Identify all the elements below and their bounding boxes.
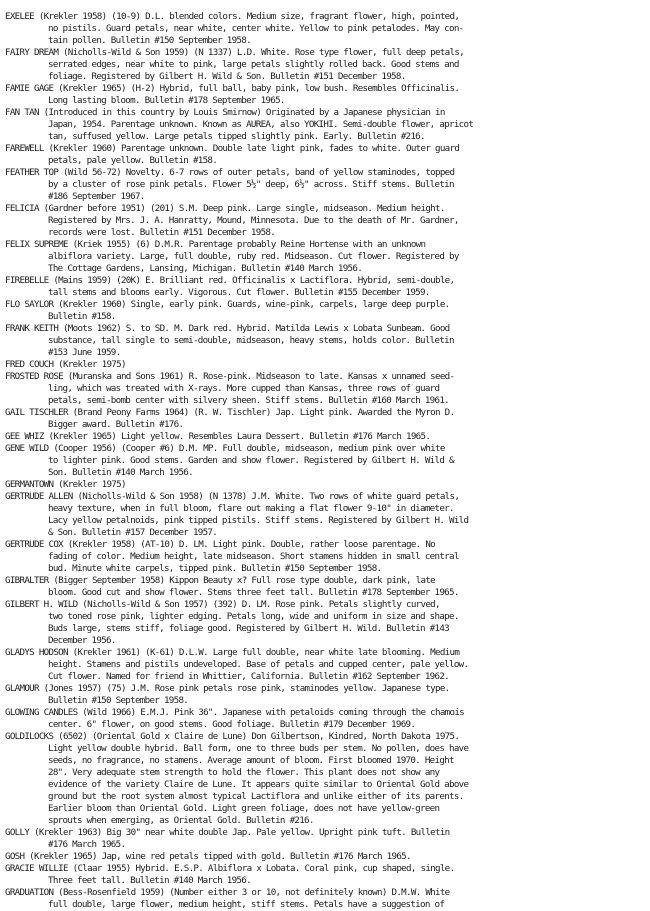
entry-continuation-line: & Son. Bulletin #157 December 1957. bbox=[48, 527, 218, 538]
entry-continuation-line: bloom. Good cut and show flower. Stems three feet tall. Bulletin #178 September 1965. bbox=[48, 587, 459, 598]
entry-heading-line: FRANK KEITH (Moots 1962) S. to SD. M. Dark red. Hybrid. Matilda Lewis x Lobata Sunbeam. Good bbox=[5, 323, 450, 334]
entry-continuation-line: Lacy yellow petalnoids, pink tipped pistils. Stiff stems. Registered by Gilbert H. Wild bbox=[48, 515, 469, 526]
entry-continuation-line: seeds, no fragrance, no stamens. Average amount of bloom. First bloomed 1970. Height bbox=[48, 755, 454, 766]
entry-continuation-line: petals, pale yellow. Bulletin #158. bbox=[48, 155, 218, 166]
entry-heading-line: GENE WILD (Cooper 1956) (Cooper #6) D.M. MP. Full double, midseason, medium pink over white bbox=[5, 443, 445, 454]
entry-heading-line: FAN TAN (Introduced in this country by Louis Smirnow) Originated by a Japanese physician in bbox=[5, 107, 445, 118]
entry-continuation-line: #186 September 1967. bbox=[48, 191, 145, 202]
entry-continuation-line: sprouts when emerging, as Oriental Gold. Bulletin #216. bbox=[48, 815, 314, 826]
entry-heading-line: GOSH (Krekler 1965) Jap, wine red petals tipped with gold. Bulletin #176 March 1965. bbox=[5, 851, 411, 862]
entry-heading-line: FAIRY DREAM (Nicholls-Wild & Son 1959) (N 1337) L.D. White. Rose type flower, full deep petals, bbox=[5, 47, 464, 58]
entry-continuation-line: Long lasting bloom. Bulletin #178 September 1965. bbox=[48, 95, 285, 106]
entry-heading-line: GEE WHIZ (Krekler 1965) Light yellow. Resembles Laura Dessert. Bulletin #176 March 1965. bbox=[5, 431, 431, 442]
entry-continuation-line: no pistils. Guard petals, near white, center white. Yellow to pink petalodes. May con- bbox=[48, 23, 464, 34]
entry-continuation-line: Light yellow double hybrid. Ball form, one to three buds per stem. No pollen, does have bbox=[48, 743, 469, 754]
entry-heading-line: GRADUATION (Bess-Rosenfield 1959) (Number either 3 or 10, not definitely known) D.M.W. White bbox=[5, 887, 450, 898]
entry-continuation-line: fading of color. Medium height, late midseason. Short stamens hidden in small central bbox=[48, 551, 459, 562]
entry-continuation-line: tan, suffused yellow. Large petals tipped slightly pink. Early. Bulletin #216. bbox=[48, 131, 425, 142]
entry-continuation-line: two toned rose pink, lighter edging. Petals long, wide and uniform in size and shape. bbox=[48, 611, 459, 622]
entry-continuation-line: full double, large flower, medium height, stiff stems. Petals have a suggestion of bbox=[48, 899, 445, 910]
entry-continuation-line: substance, tall single to semi-double, midseason, heavy stems, holds color. Bulletin bbox=[48, 335, 454, 346]
entry-continuation-line: Cut flower. Named for friend in Whittier, California. Bulletin #162 September 1962. bbox=[48, 671, 450, 682]
entry-continuation-line: serrated edges, near white to pink, large petals slightly rolled back. Good stems and bbox=[48, 59, 459, 70]
entry-heading-line: GOLLY (Krekler 1963) Big 30" near white double Jap. Pale yellow. Upright pink tuft. Bulletin bbox=[5, 827, 450, 838]
entry-heading-line: FELICIA (Gardner before 1951) (201) S.M. Deep pink. Large single, midseason. Medium height. bbox=[5, 203, 445, 214]
entry-heading-line: FEATHER TOP (Wild 56-72) Novelty. 6-7 rows of outer petals, band of yellow staminodes, topped bbox=[5, 167, 455, 178]
entry-continuation-line: Buds large, stems stiff, foliage good. Registered by Gilbert H. Wild. Bulletin #143 bbox=[48, 623, 450, 634]
entry-continuation-line: Japan, 1954. Parentage unknown. Known as AUREA, also YOKIHI. Semi-double flower, apricot bbox=[48, 119, 474, 130]
entry-continuation-line: heavy texture, when in full bloom, flare out making a flat flower 9-10" in diameter. bbox=[48, 503, 454, 514]
entry-continuation-line: petals, semi-bomb center with silvery sheen. Stiff stems. Bulletin #160 March 1961. bbox=[48, 395, 450, 406]
entry-heading-line: GOLDILOCKS (6502) (Oriental Gold x Claire de Lune) Don Gilbertson, Kindred, North Dakota 1975. bbox=[5, 731, 460, 742]
entry-continuation-line: Bulletin #150 September 1958. bbox=[48, 695, 189, 706]
entry-continuation-line: foliage. Registered by Gilbert H. Wild & Son. Bulletin #151 December 1958. bbox=[48, 71, 406, 82]
entry-heading-line: FAREWELL (Krekler 1960) Parentage unknown. Double late light pink, fades to white. Outer guard bbox=[5, 143, 460, 154]
entry-heading-line: GRACIE WILLIE (Claar 1955) Hybrid. E.S.P. Albiflora x Lobata. Coral pink, cup shaped, single. bbox=[5, 863, 455, 874]
entry-heading-line: GLAMOUR (Jones 1957) (75) J.M. Rose pink petals rose pink, staminodes yellow. Japanese type. bbox=[5, 683, 450, 694]
entry-heading-line: GERMANTOWN (Krekler 1975) bbox=[5, 479, 126, 490]
entry-continuation-line: Earlier bloom than Oriental Gold. Light green foliage, does not have yellow-green bbox=[48, 803, 440, 814]
entry-continuation-line: by a cluster of rose pink petals. Flower 5½" deep, 6½" across. Stiff stems. Bulletin bbox=[48, 179, 454, 190]
entry-heading-line: GLADYS HODSON (Krekler 1961) (K-61) D.L.W. Large full double, near white late blooming. Medium bbox=[5, 647, 460, 658]
entry-heading-line: FRED COUCH (Krekler 1975) bbox=[5, 359, 126, 370]
entry-continuation-line: center. 6" flower, on good stems. Good foliage. Bulletin #179 December 1969. bbox=[48, 719, 416, 730]
entry-heading-line: FIREBELLE (Mains 1959) (20K) E. Brilliant red. Officinalis x Lactiflora. Hybrid, semi-double, bbox=[5, 275, 455, 286]
entry-continuation-line: Bulletin #158. bbox=[48, 311, 116, 322]
entry-continuation-line: ground but the root system almost typical Lactiflora and unlike either of its parents. bbox=[48, 791, 464, 802]
entry-heading-line: FAMIE GAGE (Krekler 1965) (H-2) Hybrid, full ball, baby pink, low bush. Resembles Officinalis. bbox=[5, 83, 460, 94]
entry-continuation-line: The Cottage Gardens, Lansing, Michigan. Bulletin #140 March 1956. bbox=[48, 263, 363, 274]
entry-continuation-line: ling, which was treated with X-rays. More cupped than Kansas, three rows of guard bbox=[48, 383, 440, 394]
entry-heading-line: FROSTED ROSE (Muranska and Sons 1961) R. Rose-pink. Midseason to late. Kansas x unnamed seed- bbox=[5, 371, 455, 382]
entry-continuation-line: records were lost. Bulletin #151 December 1958. bbox=[48, 227, 276, 238]
entry-heading-line: EXELEE (Krekler 1958) (10-9) D.L. blended colors. Medium size, fragrant flower, high, pointed, bbox=[5, 11, 460, 22]
entry-continuation-line: #153 June 1959. bbox=[48, 347, 121, 358]
entry-heading-line: GLOWING CANDLES (Wild 1966) E.M.J. Pink 36". Japanese with petaloids coming through the chamois bbox=[5, 707, 464, 718]
entry-continuation-line: tall stems and blooms early. Vigorous. Cut flower. Bulletin #155 December 1959. bbox=[48, 287, 430, 298]
entry-continuation-line: Bigger award. Bulletin #176. bbox=[48, 419, 184, 430]
entry-heading-line: GERTRUDE ALLEN (Nicholls-Wild & Son 1958) (N 1378) J.M. White. Two rows of white guard petals, bbox=[5, 491, 460, 502]
entry-continuation-line: 28". Very adequate stem strength to hold the flower. This plant does not show any bbox=[48, 767, 440, 778]
entry-continuation-line: bud. Minute white carpels, tipped pink. Bulletin #150 September 1958. bbox=[48, 563, 382, 574]
entry-continuation-line: Three feet tall. Bulletin #140 March 1956. bbox=[48, 875, 251, 886]
entry-heading-line: FLO SAYLOR (Krekler 1960) Single, early pink. Guards, wine-pink, carpels, large deep purple. bbox=[5, 299, 450, 310]
entry-heading-line: FELIX SUPREME (Kriek 1955) (6) D.M.R. Parentage probably Reine Hortense with an unknown bbox=[5, 239, 426, 250]
entry-heading-line: GAIL TISCHLER (Brand Peony Farms 1964) (R. W. Tischler) Jap. Light pink. Awarded the Myron D. bbox=[5, 407, 455, 418]
entry-heading-line: GERTRUDE COX (Krekler 1958) (AT-10) D. LM. Light pink. Double, rather loose parentage. No bbox=[5, 539, 435, 550]
entry-heading-line: GILBERT H. WILD (Nicholls-Wild & Son 1957) (392) D. LM. Rose pink. Petals slightly curved, bbox=[5, 599, 440, 610]
entry-continuation-line: albiflora variety. Large, full double, ruby red. Midseason. Cut flower. Registered by bbox=[48, 251, 459, 262]
entry-heading-line: GIBRALTER (Bigger September 1958) Kippon Beauty x? Full rose type double, dark pink, late bbox=[5, 575, 435, 586]
entry-continuation-line: height. Stamens and pistils undeveloped. Base of petals and cupped center, pale yellow. bbox=[48, 659, 469, 670]
entry-continuation-line: Registered by Mrs. J. A. Hanratty, Mound, Minnesota. Due to the death of Mr. Gardner, bbox=[48, 215, 459, 226]
entry-continuation-line: #176 March 1965. bbox=[48, 839, 126, 850]
entry-continuation-line: to lighter pink. Good stems. Garden and show flower. Registered by Gilbert H. Wild & bbox=[48, 455, 454, 466]
entry-continuation-line: evidence of the variety Claire de Lune. It appears quite similar to Oriental Gold above bbox=[48, 779, 469, 790]
entry-continuation-line: December 1956. bbox=[48, 635, 116, 646]
entry-continuation-line: Son. Bulletin #140 March 1956. bbox=[48, 467, 193, 478]
entry-continuation-line: tain pollen. Bulletin #150 September 1958. bbox=[48, 35, 251, 46]
